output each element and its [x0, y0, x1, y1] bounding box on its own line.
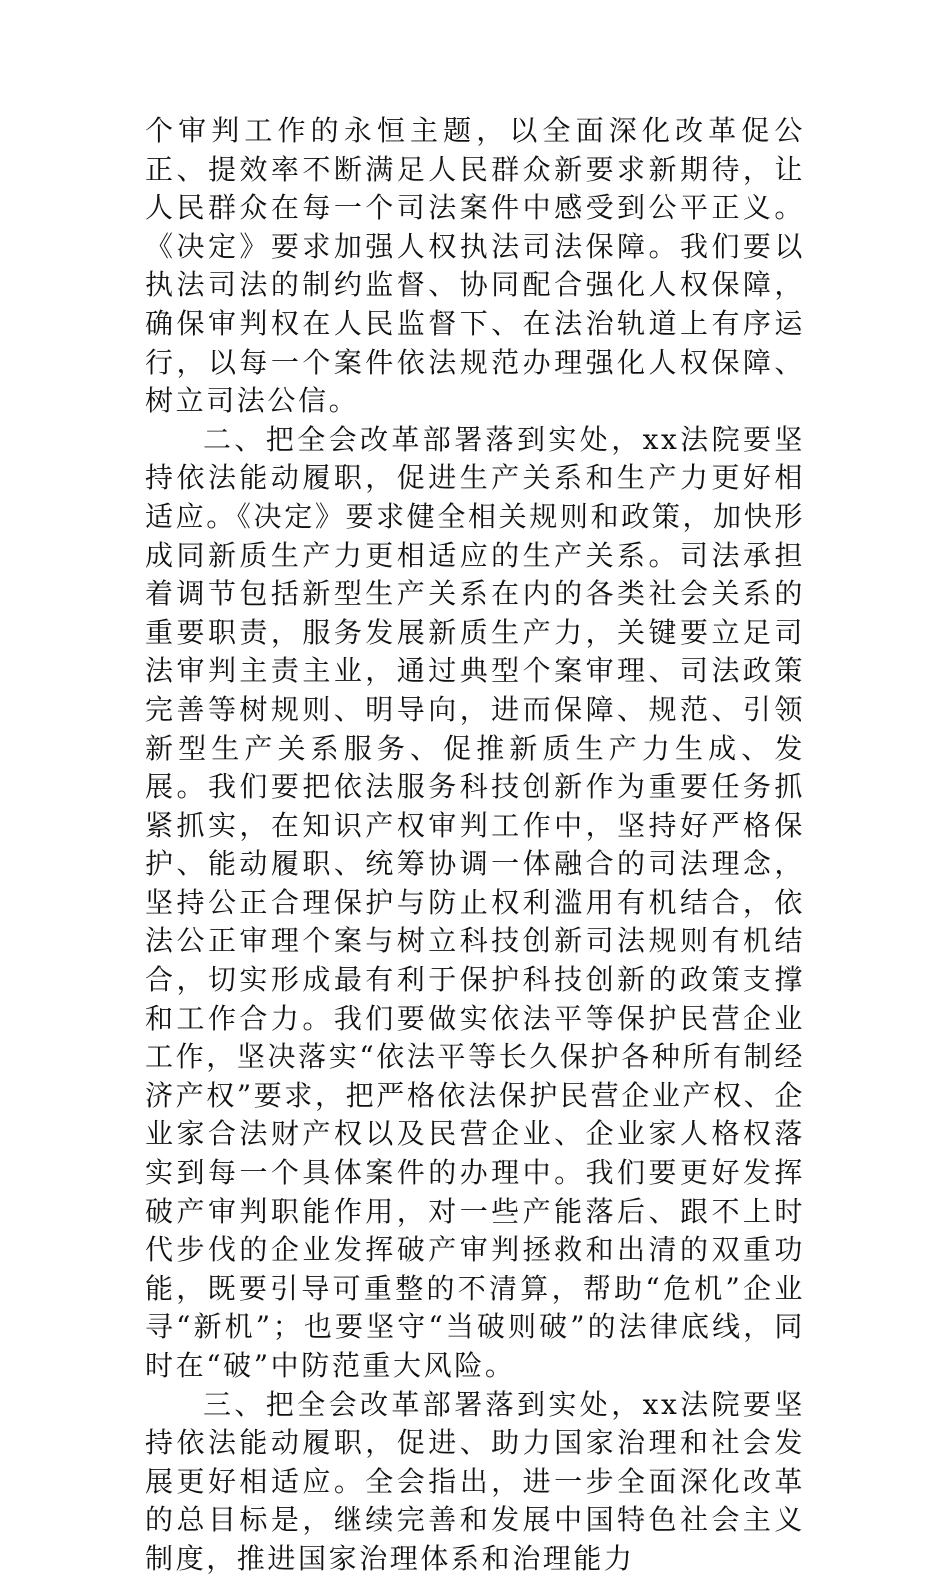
paragraph-1: 个审判工作的永恒主题，以全面深化改革促公正、提效率不断满足人民群众新要求新期待，让人民群众在每一个司法案件中感受到公平正义。《决定》要求加强人权执法司法保障。我们要以执法司法的制约监督、协同配合强化人权保障，确保审判权在人民监督下、在法治轨道上有序运行，以每一个案件依法规范办理强化人权保障、树立司法公信。 — [145, 114, 805, 418]
paragraph-2: 二、把全会改革部署落到实处，xx法院要坚持依法能动履职，促进生产关系和生产力更好相适应。《决定》要求健全相关规则和政策，加快形成同新质生产力更相适应的生产关系。司法承担着调节包括新型生产关系在内的各类社会关系的重要职责，服务发展新质生产力，关键要立足司法审判主责主业，通过典型个案审理、司法政策完善等树规则、明导向，进而保障、规范、引领新型生产关系服务、促推新质生产力生成、发展。我们要把依法服务科技创新作为重要任务抓紧抓实，在知识产权审判工作中，坚持好严格保护、能动履职、统筹协调一体融合的司法理念，坚持公正合理保护与防止权利滥用有机结合，依法公正审理个案与树立科技创新司法规则有机结合，切实形成最有利于保护科技创新的政策支撑和工作合力。我们要做实依法平等保护民营企业工作，坚决落实“依法平等长久保护各种所有制经济产权”要求，把严格依法保护民营企业产权、企业家合法财产权以及民营企业、企业家人格权落实到每一个具体案件的办理中。我们要更好发挥破产审判职能作用，对一些产能落后、跟不上时代步伐的企业发挥破产审判拯救和出清的双重功能，既要引导可重整的不清算，帮助“危机”企业寻“新机”；也要坚守“当破则破”的法律底线，同时在“破”中防范重大风险。 — [145, 422, 805, 1382]
paragraph-3: 三、把全会改革部署落到实处，xx法院要坚持依法能动履职，促进、助力国家治理和社会发展更好相适应。全会指出，进一步全面深化改革的总目标是，继续完善和发展中国特色社会主义制度，推进国家治理体系和治理能力 — [145, 1387, 805, 1575]
document-body — [145, 112, 805, 1579]
